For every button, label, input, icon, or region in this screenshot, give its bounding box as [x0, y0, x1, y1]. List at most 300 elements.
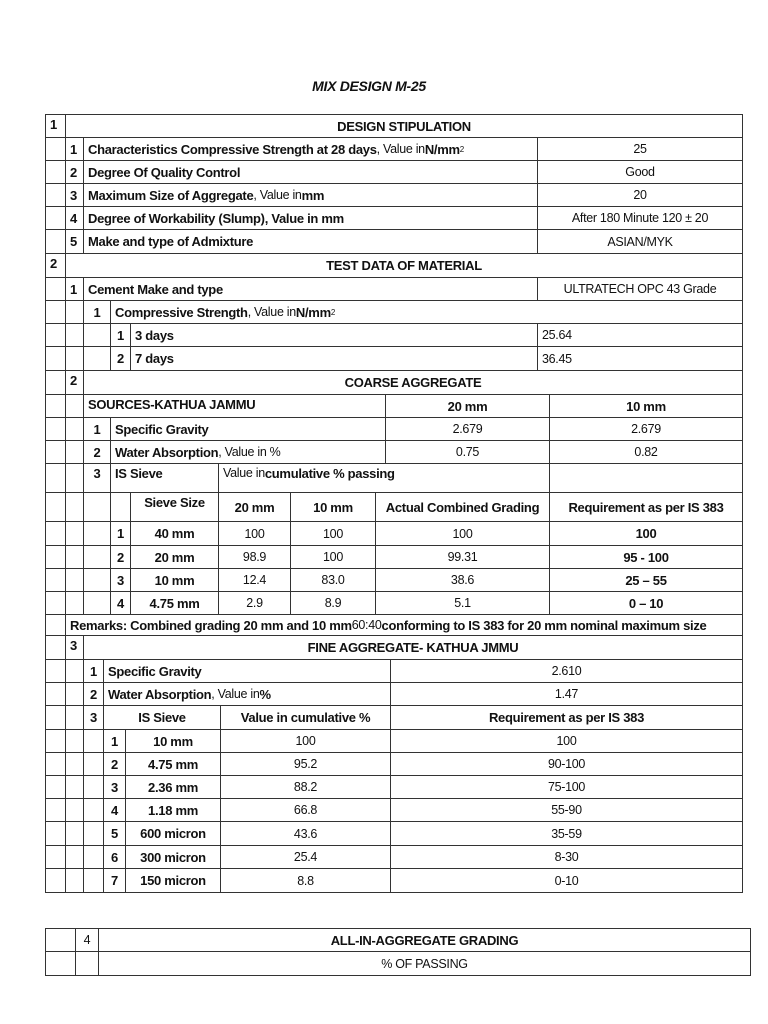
- table-cell: [45, 545, 66, 569]
- table-cell: [45, 845, 66, 869]
- table-cell: [83, 775, 104, 799]
- cell-text: IS Sieve: [115, 466, 163, 481]
- cell-text: 1: [50, 117, 57, 132]
- table-cell: [537, 277, 743, 301]
- cell-text: 43.6: [293, 826, 318, 841]
- cell-text: 12.4: [242, 573, 267, 587]
- cell-text: 2.610: [551, 664, 582, 678]
- cell-text: After 180 Minute 120 ± 20: [571, 211, 709, 225]
- cell-text: 66.8: [293, 803, 318, 817]
- table-cell: [45, 323, 66, 347]
- cell-text: 98.9: [242, 550, 267, 564]
- cell-text: 38.6: [450, 573, 475, 587]
- column-header: [375, 492, 550, 522]
- table-cell: [103, 659, 391, 683]
- cell-text: 5.1: [454, 596, 471, 610]
- table-cell: [110, 440, 386, 464]
- cell-text: , Value in: [247, 305, 296, 319]
- table-cell: [83, 300, 111, 324]
- cell-text: 1: [93, 421, 101, 437]
- cell-text: 0.75: [455, 445, 480, 459]
- cell-text: 2.679: [452, 422, 483, 436]
- cell-text: Value in cumulative %: [240, 710, 371, 725]
- table-cell: [220, 868, 391, 893]
- table-cell: [390, 798, 743, 822]
- cell-text: 6: [111, 849, 118, 865]
- table-cell: [45, 417, 66, 441]
- cell-text: 1: [70, 141, 77, 157]
- table-cell: [290, 568, 376, 592]
- cell-text: 99.31: [447, 550, 478, 564]
- table-cell: [45, 206, 66, 230]
- table-cell: [83, 417, 111, 441]
- table-cell: [220, 705, 391, 730]
- table-cell: [130, 568, 219, 592]
- table-cell: [375, 545, 550, 569]
- table-cell: [45, 440, 66, 464]
- cell-text: 2: [90, 686, 97, 702]
- cell-text: 0.82: [634, 445, 658, 459]
- section-heading: [65, 114, 743, 138]
- cell-text: 1.18 mm: [148, 802, 198, 818]
- cell-text: 40 mm: [154, 526, 195, 541]
- cell-text: Good: [625, 165, 655, 179]
- table-cell: [110, 417, 386, 441]
- section-heading: [65, 253, 743, 278]
- table-cell: [549, 417, 743, 441]
- cell-text: 20: [633, 188, 647, 202]
- section-heading: [98, 928, 751, 952]
- table-cell: [220, 798, 391, 822]
- table-cell: [110, 545, 131, 569]
- cell-text: 95 - 100: [623, 549, 669, 565]
- row-value: [537, 229, 743, 254]
- cell-text: 2: [93, 444, 101, 460]
- table-cell: [110, 300, 743, 324]
- cell-text: , Value in %: [218, 445, 281, 459]
- cell-text: 2: [70, 164, 77, 180]
- cell-text: 100: [295, 734, 316, 748]
- row-number: [65, 206, 84, 230]
- table-cell: [83, 591, 111, 615]
- table-cell: [103, 682, 391, 706]
- cell-text: 55-90: [551, 803, 582, 817]
- cell-text: conforming to IS 383 for 20 mm nominal maximum size: [381, 617, 707, 633]
- column-header: [290, 492, 376, 522]
- table-cell: [83, 752, 104, 776]
- row-value: [537, 137, 743, 161]
- cell-text: 2.36 mm: [148, 779, 198, 795]
- column-header: [549, 492, 743, 522]
- table-cell: [45, 928, 76, 952]
- table-cell: [45, 394, 66, 418]
- table-cell: [83, 868, 104, 893]
- cell-text: 25.4: [293, 850, 318, 864]
- table-cell: [218, 545, 291, 569]
- table-cell: [45, 614, 66, 636]
- table-cell: [390, 845, 743, 869]
- cell-text: 10 mm: [154, 572, 195, 588]
- cell-text: 100: [323, 526, 343, 541]
- table-cell: [83, 659, 104, 683]
- table-cell: [65, 394, 84, 418]
- cell-text: Specific Gravity: [108, 663, 202, 679]
- cell-text: N/mm: [424, 141, 460, 157]
- table-cell: [125, 845, 221, 869]
- table-cell: [45, 277, 66, 301]
- row-label: [83, 229, 538, 254]
- table-cell: [103, 868, 126, 893]
- cell-text: Actual Combined Grading: [385, 499, 540, 515]
- document-title: MIX DESIGN M-25: [312, 78, 426, 94]
- cell-text: 20 mm: [447, 398, 488, 414]
- cell-text: % OF PASSING: [381, 956, 468, 971]
- cell-text: 3: [70, 638, 77, 653]
- cell-text: , Value in: [253, 188, 302, 202]
- cell-text: 8.8: [297, 873, 314, 888]
- row-number: [65, 160, 84, 184]
- table-cell: [537, 346, 743, 371]
- table-cell: [65, 635, 84, 660]
- table-cell: [65, 591, 84, 615]
- table-cell: [110, 591, 131, 615]
- table-cell: [65, 417, 84, 441]
- row-label: [83, 206, 538, 230]
- cell-text: 4: [117, 595, 124, 611]
- table-cell: [65, 659, 84, 683]
- table-cell: [385, 440, 550, 464]
- table-cell: [83, 440, 111, 464]
- table-cell: [83, 821, 104, 846]
- table-cell: [45, 868, 66, 893]
- column-header: [218, 492, 291, 522]
- table-cell: [65, 798, 84, 822]
- table-cell: [83, 798, 104, 822]
- cell-text: 2: [459, 144, 464, 154]
- table-cell: [83, 492, 111, 522]
- cell-text: 0 – 10: [628, 595, 664, 611]
- cell-text: IS Sieve: [138, 710, 186, 725]
- table-cell: [45, 229, 66, 254]
- table-cell: [103, 775, 126, 799]
- table-cell: [45, 729, 66, 753]
- table-cell: [45, 492, 66, 522]
- table-cell: [45, 775, 66, 799]
- table-cell: [125, 868, 221, 893]
- cell-text: 36.45: [542, 351, 572, 366]
- table-cell: [65, 463, 84, 493]
- row-number: [65, 183, 84, 207]
- cell-text: 600 micron: [140, 826, 206, 841]
- table-cell: [125, 752, 221, 776]
- table-cell: [45, 752, 66, 776]
- table-cell: [125, 798, 221, 822]
- cell-text: 2.9: [246, 596, 263, 610]
- cell-text: Water Absorption: [108, 686, 212, 702]
- table-cell: [130, 346, 538, 371]
- cell-text: COARSE AGGREGATE: [344, 375, 482, 390]
- table-cell: [103, 821, 126, 846]
- table-cell: [220, 821, 391, 846]
- cell-text: 7: [111, 873, 118, 888]
- table-cell: [45, 591, 66, 615]
- cell-text: 3: [111, 779, 118, 795]
- row-value: [537, 183, 743, 207]
- table-cell: [83, 521, 111, 546]
- table-cell: [45, 635, 66, 660]
- table-cell: [65, 440, 84, 464]
- cell-text: Water Absorption: [115, 444, 219, 460]
- section-number: [45, 253, 66, 278]
- table-cell: [390, 659, 743, 683]
- table-cell: [130, 521, 219, 546]
- cell-text: 8.9: [324, 596, 342, 610]
- cell-text: Degree of Workability (Slump), Value in mm: [88, 210, 344, 226]
- cell-text: Degree Of Quality Control: [88, 164, 241, 180]
- cell-text: 75-100: [547, 780, 586, 794]
- table-cell: [110, 492, 131, 522]
- cell-text: 25: [633, 142, 647, 156]
- source-label: [83, 394, 386, 418]
- table-cell: [65, 545, 84, 569]
- table-cell: [45, 160, 66, 184]
- cell-text: 1: [93, 304, 101, 320]
- table-cell: [390, 821, 743, 846]
- table-cell: [130, 591, 219, 615]
- table-cell: [549, 591, 743, 615]
- subsection-heading: [83, 635, 743, 660]
- cell-text: 90-100: [547, 757, 586, 771]
- cell-text: 0-10: [554, 873, 579, 888]
- table-cell: [45, 463, 66, 493]
- table-cell: [65, 300, 84, 324]
- table-cell: [45, 705, 66, 730]
- table-cell: [549, 440, 743, 464]
- cell-text: 35-59: [551, 826, 582, 841]
- cell-text: 8-30: [554, 850, 579, 864]
- table-cell: [537, 323, 743, 347]
- cell-text: 100: [556, 734, 577, 748]
- table-cell: [290, 545, 376, 569]
- cell-text: Requirement as per IS 383: [568, 499, 724, 515]
- table-cell: [45, 300, 66, 324]
- cell-text: Value in: [223, 466, 265, 480]
- table-cell: [65, 775, 84, 799]
- cell-text: 95.2: [293, 757, 318, 771]
- row-label: [83, 183, 538, 207]
- cell-text: 2: [70, 373, 77, 388]
- table-cell: [103, 729, 126, 753]
- cell-text: 4.75 mm: [148, 756, 198, 772]
- table-cell: [218, 568, 291, 592]
- table-cell: [549, 568, 743, 592]
- table-cell: [220, 752, 391, 776]
- table-cell: [83, 277, 538, 301]
- cell-text: 4: [70, 210, 77, 226]
- cell-text: 4.75 mm: [149, 595, 200, 611]
- table-cell: [125, 821, 221, 846]
- column-header: [130, 492, 219, 522]
- table-cell: [65, 868, 84, 893]
- cell-text: 300 micron: [140, 849, 206, 865]
- cell-text: FINE AGGREGATE- KATHUA JMMU: [307, 640, 519, 655]
- table-cell: [65, 729, 84, 753]
- table-cell: [220, 775, 391, 799]
- cell-text: 25.64: [542, 328, 572, 342]
- cell-text: 1.47: [554, 687, 579, 701]
- table-cell: [220, 729, 391, 753]
- cell-text: 4: [111, 802, 118, 818]
- table-cell: [390, 729, 743, 753]
- cell-text: 1: [70, 281, 77, 297]
- table-cell: [45, 370, 66, 395]
- table-cell: [103, 705, 221, 730]
- table-cell: [98, 951, 751, 976]
- cell-text: 10 mm: [153, 733, 193, 749]
- table-cell: [110, 323, 131, 347]
- table-cell: [45, 137, 66, 161]
- cell-text: Characteristics Compressive Strength at 28 days: [88, 141, 377, 157]
- table-cell: [65, 323, 84, 347]
- table-cell: [103, 845, 126, 869]
- table-cell: [290, 521, 376, 546]
- cell-text: 1: [111, 733, 118, 749]
- cell-text: 4: [83, 933, 91, 947]
- cell-text: ULTRATECH OPC 43 Grade: [563, 282, 717, 296]
- cell-text: 2: [117, 351, 124, 366]
- cell-text: 2.679: [631, 422, 661, 436]
- cell-text: 1: [117, 327, 124, 343]
- table-cell: [65, 346, 84, 371]
- cell-text: ALL-IN-AGGREGATE GRADING: [330, 932, 519, 948]
- cell-text: 100: [244, 526, 265, 541]
- table-cell: [45, 568, 66, 592]
- table-cell: [65, 682, 84, 706]
- table-cell: [549, 545, 743, 569]
- remarks: [65, 614, 743, 636]
- table-cell: [83, 545, 111, 569]
- table-cell: [390, 775, 743, 799]
- table-cell: [549, 521, 743, 546]
- table-cell: [45, 951, 76, 976]
- section-number: [45, 114, 66, 138]
- cell-text: Requirement as per IS 383: [488, 710, 645, 725]
- cell-text: 3: [70, 187, 77, 203]
- cell-text: Make and type of Admixture: [88, 234, 254, 249]
- table-cell: [45, 659, 66, 683]
- table-cell: [45, 346, 66, 371]
- cell-text: 5: [70, 234, 77, 249]
- table-cell: [220, 845, 391, 869]
- table-cell: [103, 798, 126, 822]
- table-cell: [390, 868, 743, 893]
- table-cell: [130, 323, 538, 347]
- table-cell: [83, 705, 104, 730]
- subsection-heading: [83, 370, 743, 395]
- cell-text: 150 micron: [140, 873, 206, 888]
- table-cell: [110, 346, 131, 371]
- cell-text: 10 mm: [313, 499, 353, 515]
- table-cell: [65, 821, 84, 846]
- table-cell: [110, 463, 219, 493]
- cell-text: Compressive Strength: [115, 304, 248, 320]
- section-number: [75, 928, 99, 952]
- cell-text: 3: [117, 572, 124, 588]
- cell-text: 1: [90, 663, 97, 679]
- table-cell: [375, 591, 550, 615]
- cell-text: 2: [117, 549, 124, 565]
- table-cell: [65, 277, 84, 301]
- cell-text: 60:40: [351, 618, 382, 632]
- table-cell: [125, 775, 221, 799]
- table-cell: [83, 323, 111, 347]
- cell-text: Remarks: Combined grading 20 mm and 10 mm: [70, 617, 352, 633]
- cell-text: 5: [111, 826, 118, 841]
- table-cell: [65, 752, 84, 776]
- cell-text: 100: [452, 526, 473, 541]
- table-cell: [83, 346, 111, 371]
- table-cell: [65, 492, 84, 522]
- table-cell: [390, 752, 743, 776]
- row-value: [537, 206, 743, 230]
- table-cell: [45, 521, 66, 546]
- cell-text: ASIAN/MYK: [607, 234, 673, 249]
- table-cell: [110, 521, 131, 546]
- cell-text: DESIGN STIPULATION: [337, 118, 471, 134]
- table-cell: [103, 752, 126, 776]
- table-cell: [83, 463, 111, 493]
- cell-text: Cement Make and type: [88, 281, 223, 297]
- table-cell: [83, 845, 104, 869]
- cell-text: 7 days: [135, 351, 174, 366]
- table-cell: [110, 568, 131, 592]
- table-cell: [390, 705, 743, 730]
- row-number: [65, 229, 84, 254]
- cell-text: 1: [117, 526, 124, 541]
- table-cell: [65, 845, 84, 869]
- table-cell: [549, 394, 743, 418]
- cell-text: 100: [323, 550, 343, 564]
- table-cell: [65, 705, 84, 730]
- cell-text: , Value in: [376, 142, 425, 156]
- table-cell: [385, 417, 550, 441]
- cell-text: 83.0: [321, 573, 345, 587]
- cell-text: cumulative % passing: [264, 466, 395, 481]
- row-value: [537, 160, 743, 184]
- cell-text: %: [259, 686, 271, 702]
- cell-text: SOURCES-KATHUA JAMMU: [88, 397, 256, 412]
- cell-text: 2: [50, 256, 57, 271]
- table-cell: [45, 798, 66, 822]
- table-cell: [65, 521, 84, 546]
- table-cell: [290, 591, 376, 615]
- table-cell: [45, 682, 66, 706]
- row-label: [83, 160, 538, 184]
- cell-text: 100: [635, 526, 657, 541]
- cell-text: Specific Gravity: [115, 421, 209, 437]
- cell-text: Maximum Size of Aggregate: [88, 187, 254, 203]
- cell-text: 3: [90, 710, 97, 725]
- cell-text: 2: [111, 756, 118, 772]
- cell-text: 25 – 55: [625, 572, 667, 588]
- cell-text: N/mm: [295, 304, 331, 320]
- table-cell: [65, 568, 84, 592]
- table-cell: [549, 463, 743, 493]
- table-cell: [390, 682, 743, 706]
- table-cell: [385, 394, 550, 418]
- table-cell: [45, 183, 66, 207]
- cell-text: 20 mm: [154, 549, 195, 565]
